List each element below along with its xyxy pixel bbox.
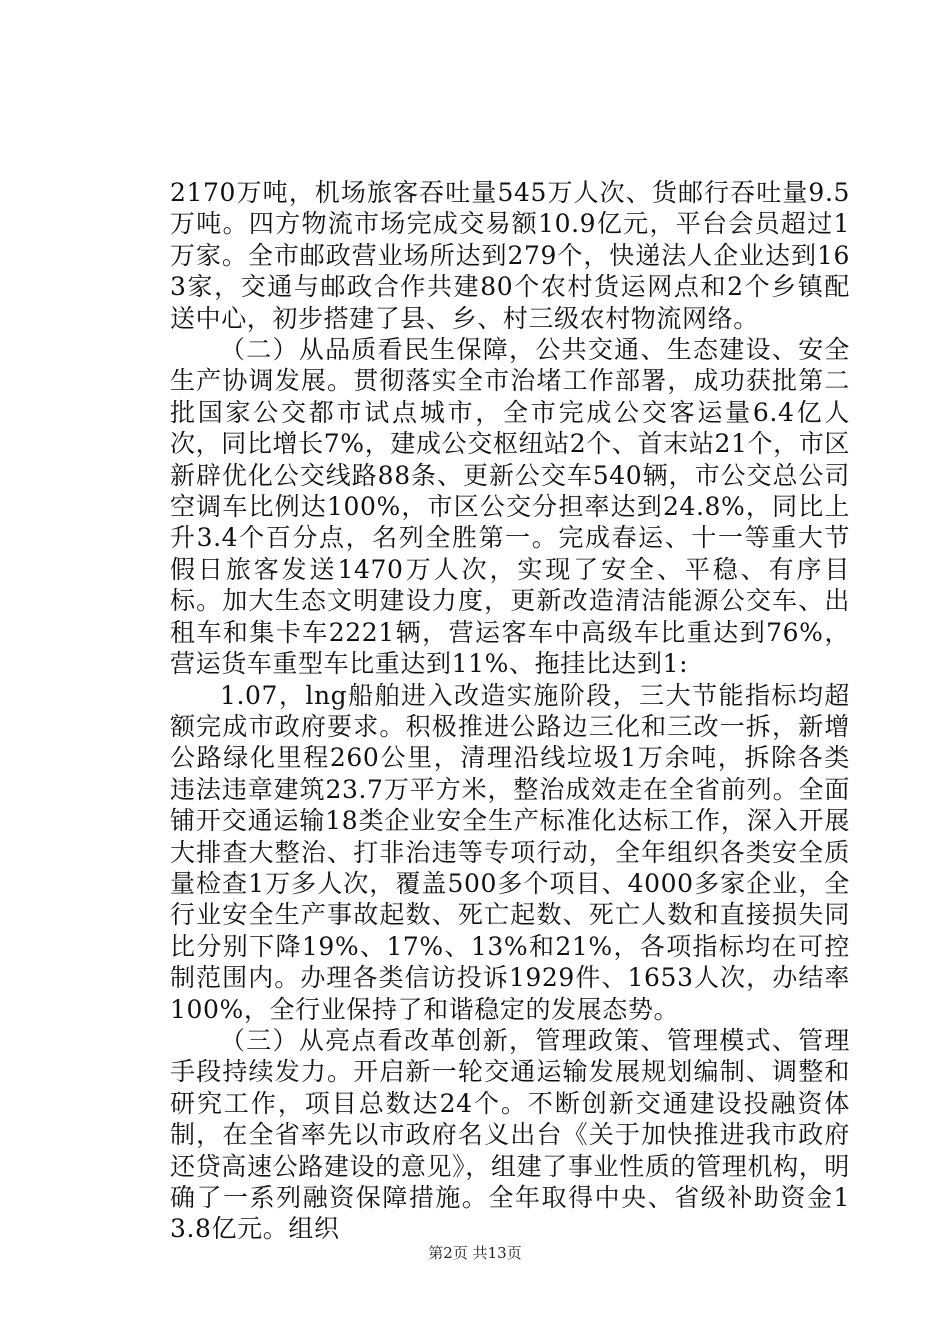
document-body (170, 177, 850, 1245)
page-number-footer: 第2页 共13页 (428, 1244, 522, 1262)
paragraph-section-three: （三）从亮点看改革创新，管理政策、管理模式、管理手段持续发力。开启新一轮交通运输发展规划编制、调整和研究工作，项目总数达24个。不断创新交通建设投融资体制，在全省率先以市政府名义出台《关于加快推进我市政府还贷高速公路建设的意见》，组建了事业性质的管理机构，明确了一系列融资保障措施。全年取得中央、省级补助资金13.8亿元。组织 (170, 1025, 850, 1244)
paragraph-continuation: 2170万吨，机场旅客吞吐量545万人次、货邮行吞吐量9.5万吨。四方物流市场完成交易额10.9亿元，平台会员超过1万家。全市邮政营业场所达到279个，快递法人企业达到163家，交通与邮政合作共建80个农村货运网点和2个乡镇配送中心，初步搭建了县、乡、村三级农村物流网络。 (170, 178, 850, 333)
paragraph-safety-ecology: 1.07，lng船舶进入改造实施阶段，三大节能指标均超额完成市政府要求。积极推进公路边三化和三改一拆，新增公路绿化里程260公里，清理沿线垃圾1万余吨，拆除各类违法违章建筑23.7万平方米，整治成效走在全省前列。全面铺开交通运输18类企业安全生产标准化达标工作，深入开展大排查大整治、打非治违等专项行动，全年组织各类安全质量检查1万多人次，覆盖500多个项目、4000多家企业，全行业安全生产事故起数、死亡起数、死亡人数和直接损失同比分别下降19%、17%、13%和21%，各项指标均在可控制范围内。办理各类信访投诉1929件、1653人次，办结率100%，全行业保持了和谐稳定的发展态势。 (170, 680, 850, 1024)
paragraph-section-two: （二）从品质看民生保障，公共交通、生态建设、安全生产协调发展。贯彻落实全市治堵工作部署，成功获批第二批国家公交都市试点城市，全市完成公交客运量6.4亿人次，同比增长7%，建成公交枢纽站2个、首末站21个，市区新辟优化公交线路88条、更新公交车540辆，市公交总公司空调车比例达100%，市区公交分担率达到24.8%，同比上升3.4个百分点，名列全胜第一。完成春运、十一等重大节假日旅客发送1470万人次，实现了安全、平稳、有序目标。加大生态文明建设力度，更新改造清洁能源公交车、出租车和集卡车2221辆，营运客车中高级车比重达到76%，营运货车重型车比重达到11%、拖挂比达到1: (170, 335, 850, 679)
